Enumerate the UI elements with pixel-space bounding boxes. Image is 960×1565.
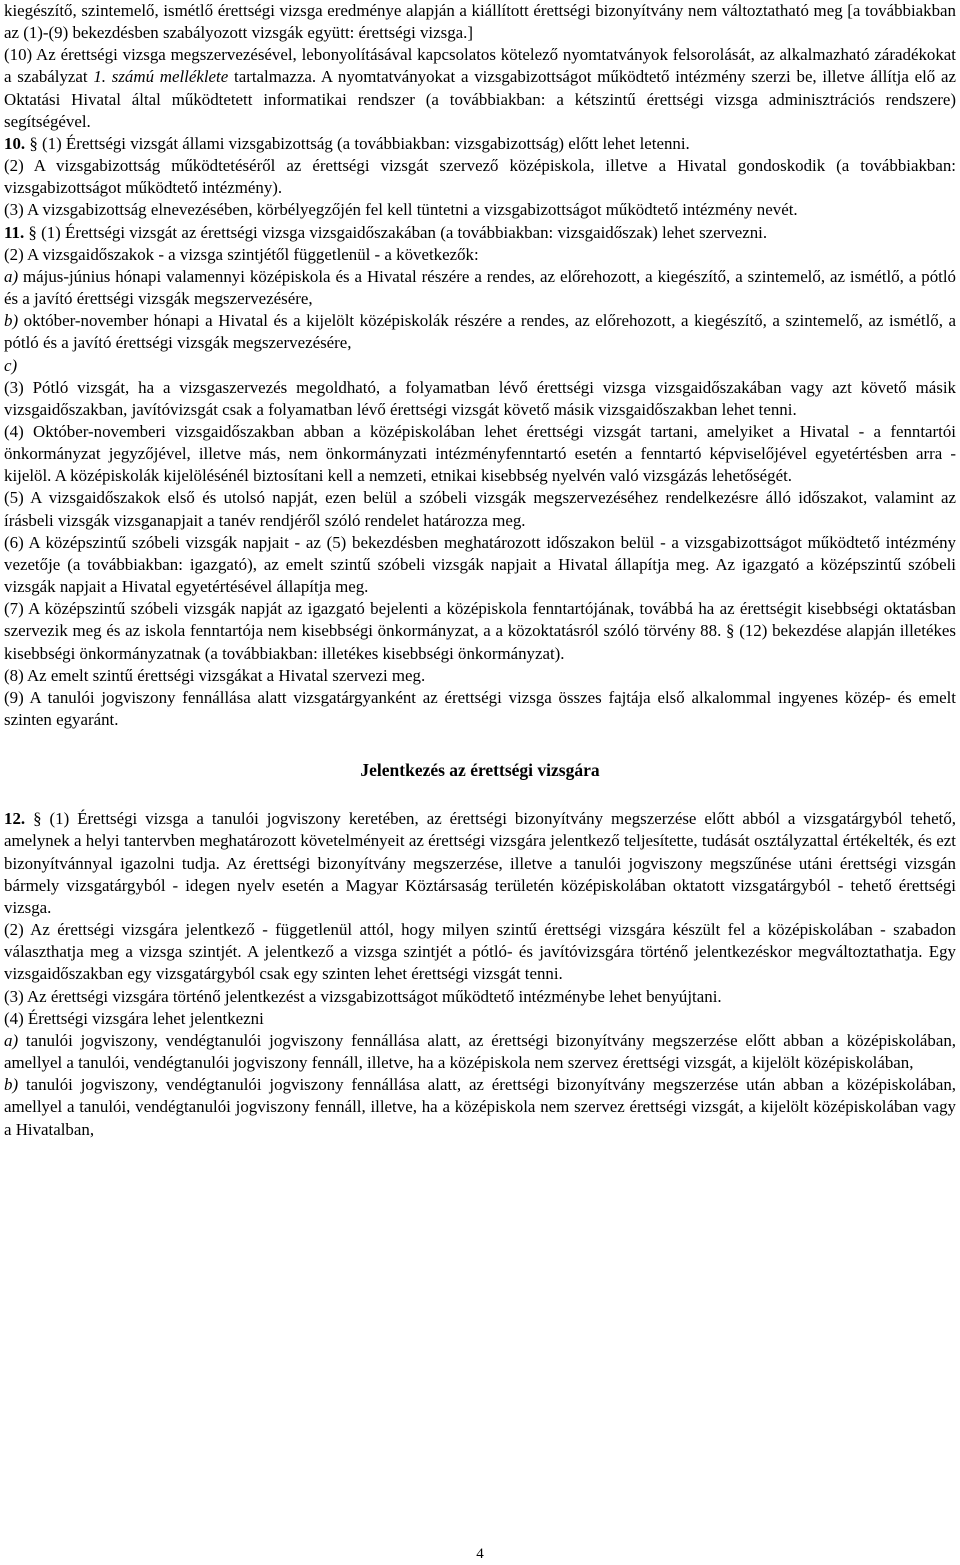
- paragraph-text: § (1) Érettségi vizsgát állami vizsgabizottság (a továbbiakban: vizsgabizottság) előtt lehet letenni.: [25, 133, 690, 153]
- paragraph-text: § (1) Érettségi vizsga a tanulói jogviszony keretében, az érettségi bizonyítvány megszerzése előtt abból a vizsgatárgyból tehető, amelynek a helyi tantervben meghatározott követelményeit az érettségi vizsgára jelentkező teljesítette, tudását osztályzattal értékelték, és ezt bizonyítvánnyal igazolni tudja. Az érettségi bizonyítvány megszerzése, illetve a tanulói jogviszony megszűnése utáni érettségi vizsgán bármely vizsgatárgyból - idegen nyelv esetén a Magyar Köztársaság területén középiskolában oktatott vizsgatárgyból - tehető érettségi vizsga.: [4, 809, 956, 917]
- paragraph: [4, 44, 956, 133]
- paragraph-text: május-június hónapi valamennyi középiskola és a Hivatal részére a rendes, az előrehozott, a kiegészítő, a szintemelő, az ismétlő, a pótló és a javító érettségi vizsgák megszervezésére,: [4, 266, 956, 309]
- paragraph-text: október-november hónapi a Hivatal és a kijelölt középiskolák részére a rendes, az előrehozott, a kiegészítő, a szintemelő, az ismétlő, a pótló és a javító érettségi vizsgák megszervezésére,: [4, 311, 956, 353]
- paragraph-text: (3) Az érettségi vizsgára történő jelentkezést a vizsgabizottságot működtető intézménybe lehet benyújtani.: [4, 986, 722, 1006]
- section-bottom: [4, 808, 956, 1140]
- section-number: 12.: [4, 809, 26, 829]
- italic-text: b): [4, 1075, 19, 1095]
- paragraph: [4, 532, 956, 598]
- paragraph-text: tanulói jogviszony, vendégtanulói jogviszony fennállása alatt, az érettségi bizonyítvány megszerzése előtt abban a középiskolában, amellyel a tanulói, vendégtanulói jogviszony fennáll, illetve, ha a középiskola nem szervez érettségi vizsgát, a kijelölt középiskolában,: [4, 1030, 956, 1073]
- paragraph-text: (9) A tanulói jogviszony fennállása alatt vizsgatárgyanként az érettségi vizsga összes fajtája első alkalommal ingyenes közép- és emelt szinten egyaránt.: [4, 687, 956, 729]
- paragraph: [4, 355, 956, 377]
- paragraph-text: (6) A középszintű szóbeli vizsgák napjait - az (5) bekezdésben meghatározott időszakon belül - a vizsgabizottságot működtető intézmény vezetője (a továbbiakban: igazgató), az emelt szintű szóbeli vizsgák napjait a Hivatal állapítja meg. Az igazgató a középszintű szóbeli vizsgák napjait a Hivatal egyetértésével állapítja meg.: [4, 532, 956, 597]
- section-top: [4, 0, 956, 731]
- paragraph-text: (3) Pótló vizsgát, ha a vizsgaszervezés megoldható, a folyamatban lévő érettségi vizsga vizsgaidőszakában vagy azt követő másik vizsgaidőszakban, javítóvizsgát csak a folyamatban lévő érettségi vizsgát követő másik vizsgaidőszakban lehet tenni.: [4, 377, 956, 419]
- paragraph: [4, 421, 956, 487]
- paragraph: [4, 808, 956, 919]
- paragraph: [4, 244, 956, 266]
- page-number: 4: [476, 1546, 484, 1562]
- paragraph-text: (4) Október-novemberi vizsgaidőszakban abban a középiskolában lehet érettségi vizsgát tartani, amelyiket a Hivatal - a fenntartói önkormányzat jegyzőjével, illetve más, nem önkormányzati intézményfenntartó esetén a fenntartó képviselőjével egyetértésben arra - kijelöl. A középiskolák kijelölésénél biztosítani kell a nemzeti, etnikai kisebbség nyelvén való vizsgázás lehetőségét.: [4, 421, 956, 486]
- italic-text: a): [4, 266, 19, 286]
- paragraph-text: tartalmazza. A nyomtatványokat a vizsgabizottságot működtető intézmény szerzi be, illetve állítja elő az Oktatási Hivatal által működtetett informatikai rendszer (a továbbiakban: a kétszintű érettségi vizsga adminisztrációs rendszere) segítségével.: [4, 67, 956, 131]
- paragraph: [4, 1074, 956, 1140]
- paragraph: [4, 310, 956, 354]
- paragraph: [4, 0, 956, 44]
- paragraph-text: (2) Az érettségi vizsgára jelentkező - függetlenül attól, hogy milyen szintű érettségi vizsgára készült fel a középiskolában - szabadon választhatja meg a vizsga szintjét. A jelentkező a vizsga szintjét a pótló- és javítóvizsgára történő jelentkezéskor megváltoztathatja. Egy vizsgaidőszakban egy vizsgatárgyból csak egy szinten lehet érettségi vizsgát tenni.: [4, 920, 956, 984]
- paragraph-text: (2) A vizsgaidőszakok - a vizsga szintjétől függetlenül - a következők:: [4, 244, 479, 264]
- paragraph-text: § (1) Érettségi vizsgát az érettségi vizsga vizsgaidőszakában (a továbbiakban: vizsgaidőszak) lehet szervezni.: [24, 222, 768, 242]
- paragraph-text: (3) A vizsgabizottság elnevezésében, körbélyegzőjén fel kell tüntetni a vizsgabizottságot működtető intézmény nevét.: [4, 200, 798, 220]
- paragraph: [4, 986, 956, 1008]
- paragraph: [4, 665, 956, 687]
- paragraph: [4, 133, 956, 155]
- paragraph: [4, 377, 956, 421]
- paragraph: [4, 199, 956, 221]
- paragraph: [4, 487, 956, 531]
- section-heading: Jelentkezés az érettségi vizsgára: [360, 760, 600, 781]
- paragraph: [4, 598, 956, 664]
- paragraph-text: (2) A vizsgabizottság működtetéséről az érettségi vizsgát szervező középiskola, illetve a Hivatal gondoskodik (a továbbiakban: vizsgabizottságot működtető intézmény).: [4, 156, 956, 198]
- paragraph: [4, 1030, 956, 1074]
- paragraph: [4, 687, 956, 731]
- section-number: 11.: [4, 222, 25, 242]
- paragraph: [4, 222, 956, 244]
- paragraph-text: tanulói jogviszony, vendégtanulói jogviszony fennállása alatt, az érettségi bizonyítvány megszerzése után abban a középiskolában, amellyel a tanulói, vendégtanulói jogviszony fennáll, illetve, ha a középiskola nem szervez érettségi vizsgát, a kijelölt középiskolában vagy a Hivatalban,: [4, 1075, 956, 1139]
- paragraph-text: (10) Az érettségi vizsga megszervezésével, lebonyolításával kapcsolatos kötelező nyomtatványok felsorolását, az alkalmazható záradékokat a szabályzat: [4, 45, 956, 87]
- italic-text: 1. számú melléklete: [93, 67, 229, 87]
- paragraph-text: (4) Érettségi vizsgára lehet jelentkezni: [4, 1008, 264, 1028]
- paragraph-text: (8) Az emelt szintű érettségi vizsgákat a Hivatal szervezi meg.: [4, 665, 426, 685]
- paragraph: [4, 155, 956, 199]
- italic-text: c): [4, 355, 18, 375]
- paragraph: [4, 1008, 956, 1030]
- paragraph-text: (7) A középszintű szóbeli vizsgák napját az igazgató bejelenti a középiskola fenntartójának, továbbá ha az érettségit kisebbségi oktatásban szervezik meg és az iskola fenntartója nem kisebbségi önkormányzat, a a közoktatásról szóló törvény 88. § (12) bekezdése alapján illetékes kisebbségi önkormányzatnak (a továbbiakban: illetékes kisebbségi önkormányzat).: [4, 599, 956, 663]
- section-number: 10.: [4, 133, 26, 153]
- paragraph-text: (5) A vizsgaidőszakok első és utolsó napját, ezen belül a szóbeli vizsgák megszervezéséhez rendelkezésre álló időszakot, valamint az írásbeli vizsgák vizsganapjait a tanév rendjéről szóló rendelet határozza meg.: [4, 488, 956, 530]
- italic-text: b): [4, 311, 19, 331]
- paragraph: [4, 266, 956, 310]
- paragraph: [4, 919, 956, 985]
- paragraph-text: kiegészítő, szintemelő, ismétlő érettségi vizsga eredménye alapján a kiállított érettségi bizonyítvány nem változtatható meg [a továbbiakban az (1)-(9) bekezdésben szabályozott vizsgák együtt: érettségi vizsga.]: [4, 1, 956, 43]
- italic-text: a): [4, 1030, 19, 1050]
